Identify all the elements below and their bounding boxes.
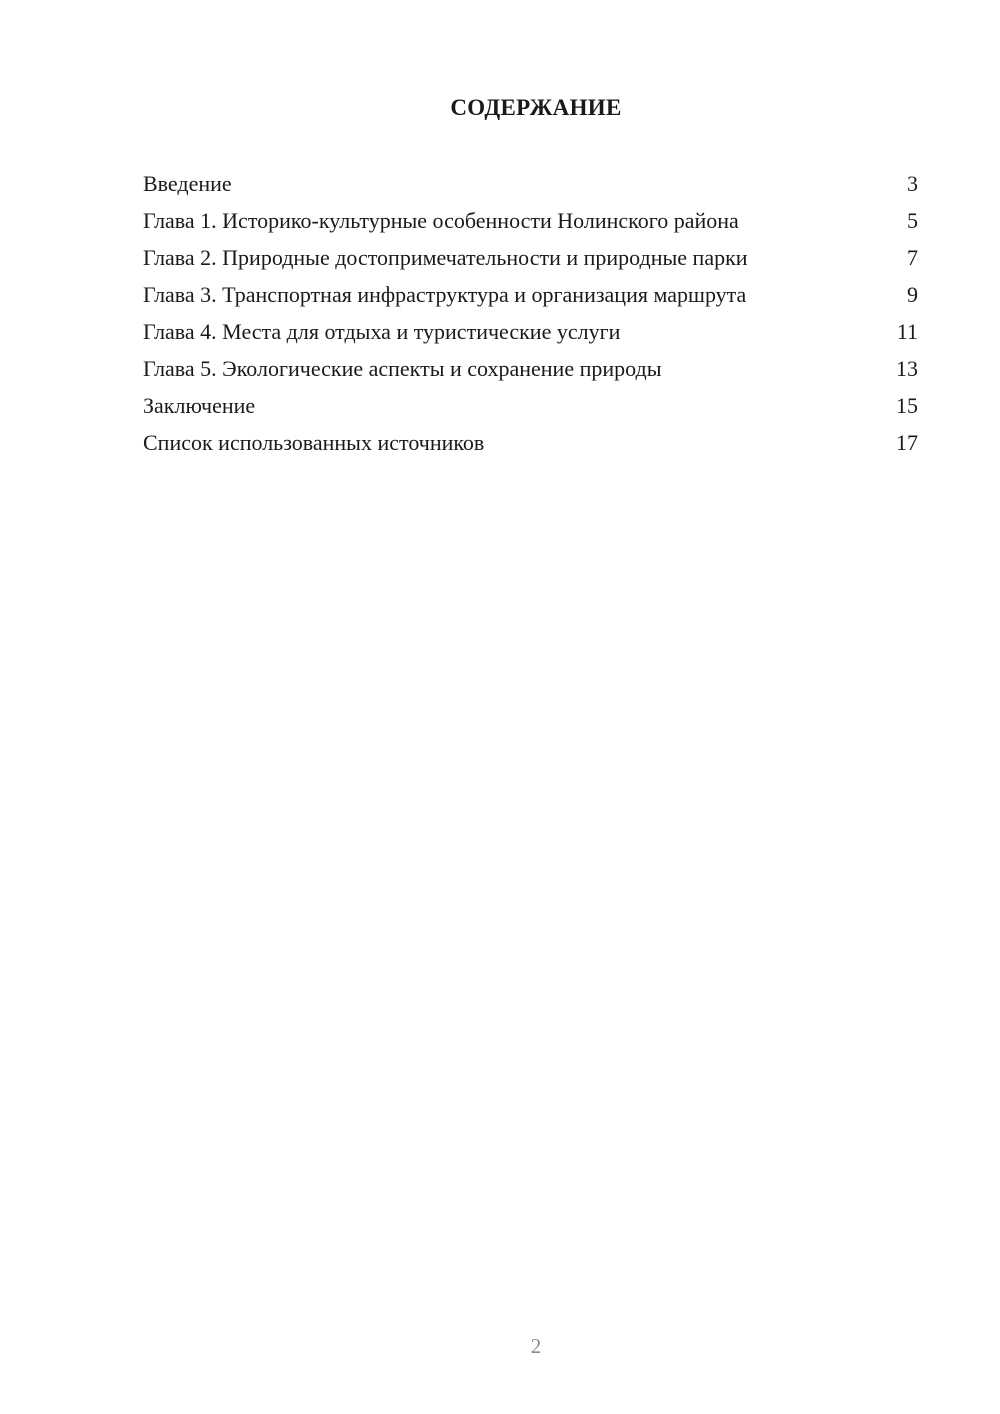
toc-entry-page: 5 xyxy=(907,208,918,233)
toc-entry xyxy=(143,170,918,197)
toc-entry-title: Заключение xyxy=(143,393,256,418)
toc-entry xyxy=(143,429,918,456)
toc-entry xyxy=(143,392,918,419)
toc-entry-title: Введение xyxy=(143,171,232,196)
toc-entry-title: Глава 3. Транспортная инфраструктура и организация маршрута xyxy=(143,282,747,307)
toc-entry-title: Глава 4. Места для отдыха и туристические услуги xyxy=(143,319,621,344)
page-number: 2 xyxy=(530,1334,542,1358)
toc-heading: СОДЕРЖАНИЕ xyxy=(450,95,622,120)
table-of-contents xyxy=(143,170,918,466)
toc-entry-title: Глава 5. Экологические аспекты и сохранение природы xyxy=(143,356,662,381)
toc-entry-title: Глава 2. Природные достопримечательности и природные парки xyxy=(143,245,748,270)
toc-entry-page: 17 xyxy=(896,430,918,455)
toc-entry-page: 7 xyxy=(907,245,918,270)
toc-entry xyxy=(143,318,918,345)
toc-entry xyxy=(143,281,918,308)
toc-entry-title: Список использованных источников xyxy=(143,430,485,455)
toc-entry-page: 13 xyxy=(896,356,918,381)
toc-entry-title: Глава 1. Историко-культурные особенности Нолинского района xyxy=(143,208,739,233)
toc-entry xyxy=(143,244,918,271)
toc-entry-page: 11 xyxy=(896,319,918,344)
toc-entry-page: 3 xyxy=(907,171,918,196)
toc-entry xyxy=(143,207,918,234)
toc-entry-page: 9 xyxy=(907,282,918,307)
toc-entry-page: 15 xyxy=(896,393,918,418)
toc-entry xyxy=(143,355,918,382)
